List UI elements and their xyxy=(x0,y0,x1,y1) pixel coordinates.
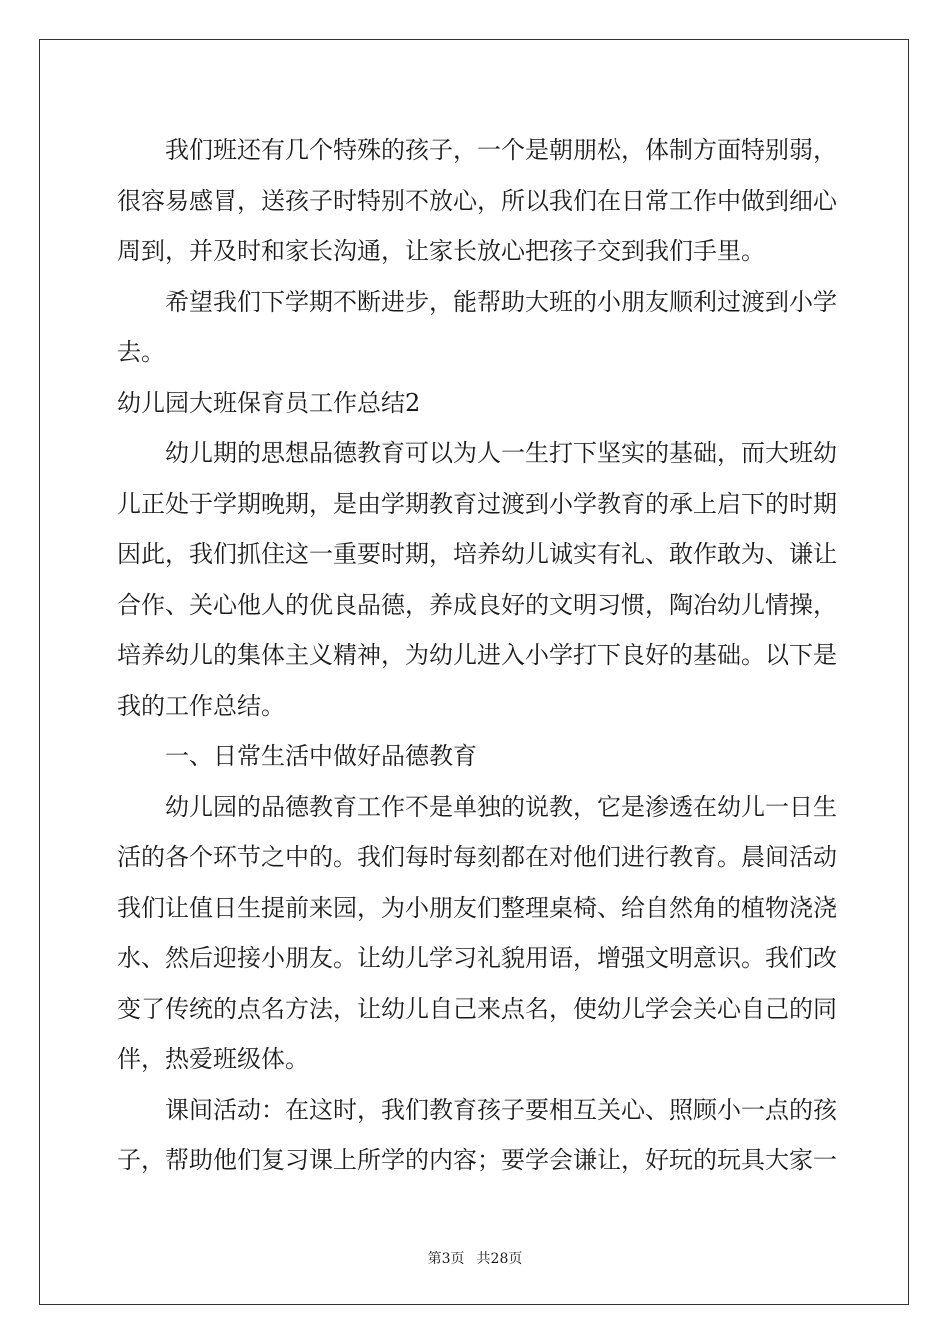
paragraph-line: 儿正处于学期晚期，是由学期教育过渡到小学教育的承上启下的时期 xyxy=(117,489,837,518)
subsection-heading: 一、日常生活中做好品德教育 xyxy=(165,742,477,770)
paragraph-line: 水、然后迎接小朋友。让幼儿学习礼貌用语，增强文明意识。我们改 xyxy=(117,944,837,972)
paragraph-line: 幼儿期的思想品德教育可以为人一生打下坚实的基础，而大班幼 xyxy=(165,439,837,467)
paragraph-line: 伴，热爱班级体。 xyxy=(117,1045,309,1073)
paragraph-line: 我的工作总结。 xyxy=(117,691,285,720)
paragraph-line: 很容易感冒，送孩子时特别不放心，所以我们在日常工作中做到细心 xyxy=(117,186,837,215)
page-footer xyxy=(0,1248,950,1268)
page-number: 第3页 xyxy=(427,1251,465,1267)
paragraph-line: 课间活动：在这时，我们教育孩子要相互关心、照顾小一点的孩 xyxy=(165,1095,837,1124)
paragraph-line: 幼儿园的品德教育工作不是单独的说教，它是渗透在幼儿一日生 xyxy=(165,792,837,821)
paragraph-line: 活的各个环节之中的。我们每时每刻都在对他们进行教育。晨间活动 xyxy=(117,843,837,871)
paragraph-line: 因此，我们抓住这一重要时期，培养幼儿诚实有礼、敢作敢为、谦让 xyxy=(117,540,837,568)
page-total: 共28页 xyxy=(476,1251,523,1267)
paragraph-line: 希望我们下学期不断进步，能帮助大班的小朋友顺利过渡到小学 xyxy=(165,287,837,316)
paragraph-line: 周到，并及时和家长沟通，让家长放心把孩子交到我们手里。 xyxy=(117,237,765,265)
document-body xyxy=(117,125,835,1186)
paragraph-line: 培养幼儿的集体主义精神，为幼儿进入小学打下良好的基础。以下是 xyxy=(117,641,837,669)
paragraph-line: 去。 xyxy=(117,338,165,366)
paragraph-line: 合作、关心他人的优良品德，养成良好的文明习惯，陶冶幼儿情操， xyxy=(117,590,837,619)
paragraph-line: 我们班还有几个特殊的孩子，一个是朝朋松，体制方面特别弱， xyxy=(165,136,837,164)
paragraph-line: 变了传统的点名方法，让幼儿自己来点名，使幼儿学会关心自己的同 xyxy=(117,994,837,1023)
paragraph-line: 我们让值日生提前来园，为小朋友们整理桌椅、给自然角的植物浇浇 xyxy=(117,893,837,922)
paragraph-line: 子，帮助他们复习课上所学的内容；要学会谦让，好玩的玩具大家一 xyxy=(117,1146,837,1174)
section-heading: 幼儿园大班保育员工作总结2 xyxy=(117,388,421,417)
